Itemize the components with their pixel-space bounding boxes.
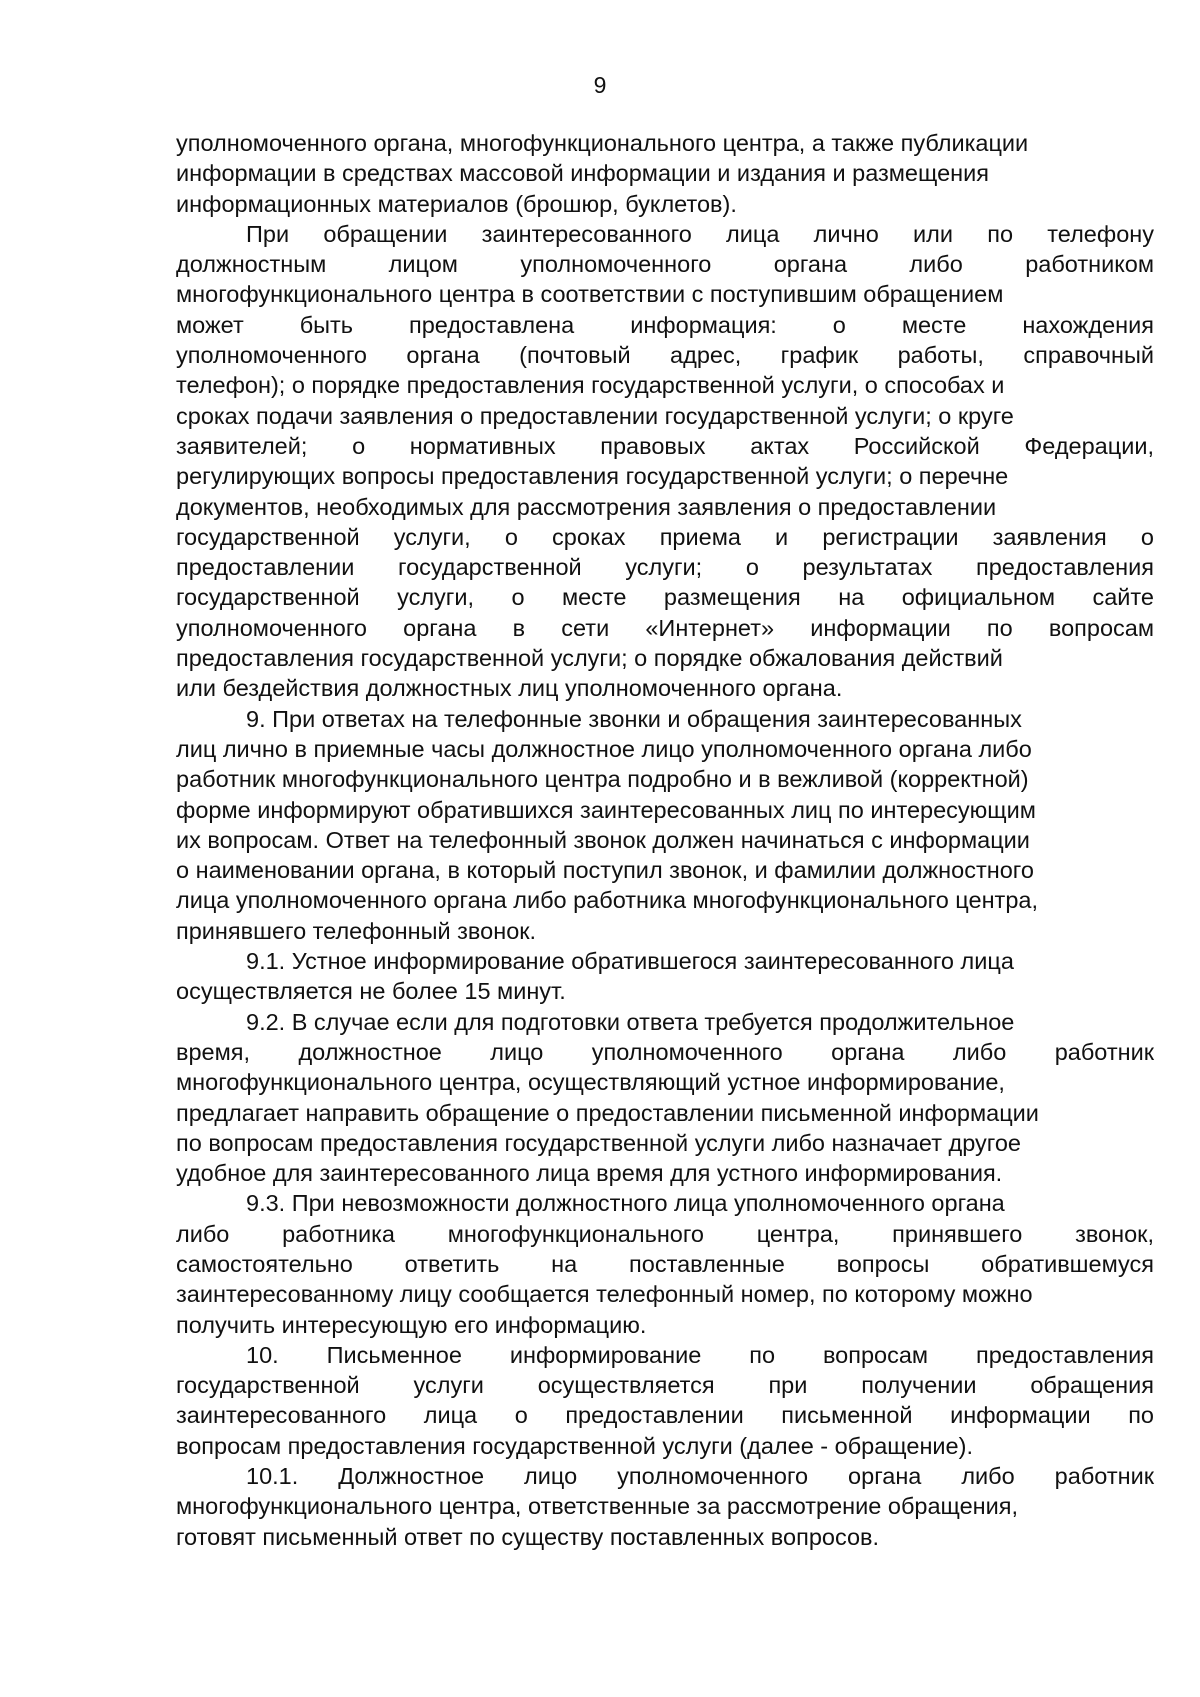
text-line: предоставления государственной услуги; о порядке обжалования действий (176, 645, 1003, 672)
text-line: уполномоченного органа, многофункционального центра, а также публикации (176, 130, 1029, 156)
text-line: их вопросам. Ответ на телефонный звонок должен начинаться с информации (176, 826, 1030, 853)
text-line: многофункционального центра в соответствии с поступившим обращением (176, 281, 1004, 308)
text-line: заявителей; о нормативных правовых актах Российской Федерации, (176, 432, 1154, 459)
text-line: уполномоченного органа (почтовый адрес, график работы, справочный (176, 342, 1154, 369)
text-line: лица уполномоченного органа либо работника многофункционального центра, (176, 887, 1038, 914)
text-line: вопросам предоставления государственной услуги (далее - обращение). (176, 1432, 973, 1459)
text-line: заинтересованного лица о предоставлении письменной информации по (176, 1402, 1154, 1429)
text-line: либо работника многофункционального центра, принявшего звонок, (176, 1220, 1154, 1247)
text-line: работник многофункционального центра подробно и в вежливой (корректной) (176, 766, 1029, 793)
text-line: 10. Письменное информирование по вопросам предоставления (246, 1341, 1154, 1368)
text-line: 9. При ответах на телефонные звонки и обращения заинтересованных (246, 705, 1022, 732)
text-line: заинтересованному лицу сообщается телефонный номер, по которому можно (176, 1281, 1033, 1308)
text-line: форме информируют обратившихся заинтересованных лиц по интересующим (176, 796, 1036, 823)
text-line: многофункционального центра, осуществляющий устное информирование, (176, 1069, 1005, 1096)
text-line: уполномоченного органа в сети «Интернет» информации по вопросам (176, 614, 1154, 641)
text-line: 9.1. Устное информирование обратившегося заинтересованного лица (246, 948, 1014, 975)
text-line: сроках подачи заявления о предоставлении государственной услуги; о круге (176, 402, 1014, 429)
text-line: удобное для заинтересованного лица время для устного информирования. (176, 1160, 1003, 1187)
text-line: лиц лично в приемные часы должностное лицо уполномоченного органа либо (176, 735, 1032, 762)
text-line: телефон); о порядке предоставления государственной услуги, о способах и (176, 372, 1005, 399)
text-line: принявшего телефонный звонок. (176, 917, 537, 944)
document-body (176, 128, 1154, 1552)
text-line: предоставлении государственной услуги; о результатах предоставления (176, 554, 1154, 581)
text-line: государственной услуги, о сроках приема и регистрации заявления о (176, 523, 1154, 550)
text-line: регулирующих вопросы предоставления государственной услуги; о перечне (176, 463, 1009, 490)
text-line: или бездействия должностных лиц уполномоченного органа. (176, 675, 843, 702)
text-line: При обращении заинтересованного лица лично или по телефону (246, 220, 1154, 247)
text-line: самостоятельно ответить на поставленные вопросы обратившемуся (176, 1250, 1154, 1277)
text-line: по вопросам предоставления государственной услуги либо назначает другое (176, 1129, 1021, 1156)
text-line: о наименовании органа, в который поступил звонок, и фамилии должностного (176, 857, 1034, 884)
text-line: информационных материалов (брошюр, буклетов). (176, 190, 737, 217)
text-line: государственной услуги осуществляется при получении обращения (176, 1372, 1154, 1399)
text-line: может быть предоставлена информация: о месте нахождения (176, 311, 1154, 338)
text-line: готовят письменный ответ по существу поставленных вопросов. (176, 1523, 880, 1550)
text-line: документов, необходимых для рассмотрения заявления о предоставлении (176, 493, 997, 520)
text-line: получить интересующую его информацию. (176, 1311, 647, 1338)
text-line: 10.1. Должностное лицо уполномоченного органа либо работник (246, 1463, 1154, 1490)
text-line: предлагает направить обращение о предоставлении письменной информации (176, 1099, 1039, 1126)
text-line: государственной услуги, о месте размещения на официальном сайте (176, 584, 1154, 611)
text-line: осуществляется не более 15 минут. (176, 978, 566, 1005)
text-line: должностным лицом уполномоченного органа либо работником (176, 251, 1154, 278)
text-line: информации в средствах массовой информации и издания и размещения (176, 160, 989, 187)
text-line: время, должностное лицо уполномоченного органа либо работник (176, 1038, 1154, 1065)
text-line: 9.3. При невозможности должностного лица уполномоченного органа (246, 1190, 1005, 1217)
text-line: 9.2. В случае если для подготовки ответа требуется продолжительное (246, 1008, 1015, 1035)
text-line: многофункционального центра, ответственные за рассмотрение обращения, (176, 1493, 1019, 1520)
page-number: 9 (593, 72, 607, 98)
